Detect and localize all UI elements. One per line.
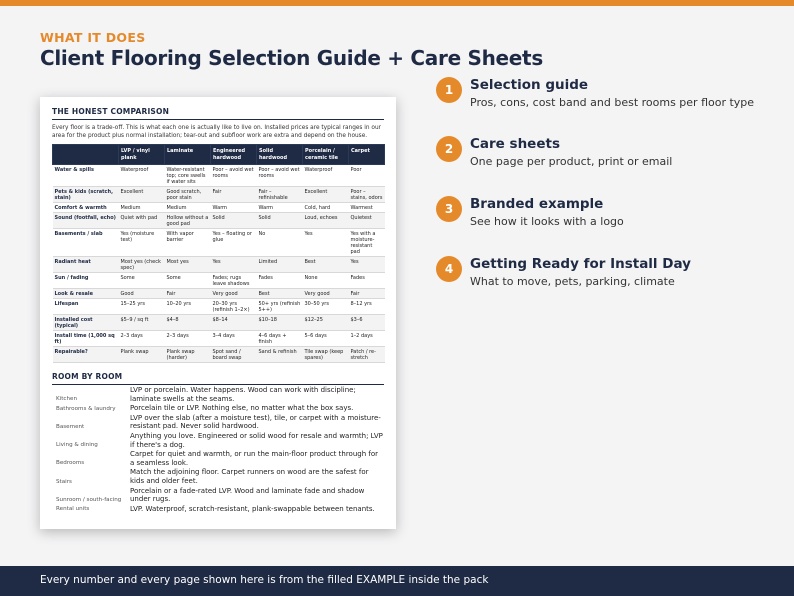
feature-description: See how it looks with a logo (470, 215, 624, 228)
document-preview (40, 97, 396, 529)
table-cell: Poor – avoid wet rooms (257, 165, 303, 187)
footer-bar (0, 566, 794, 596)
table-cell: Poor – stains, odors (349, 187, 385, 203)
table-cell: Best (303, 257, 349, 273)
table-row (53, 289, 385, 299)
room-row (52, 487, 384, 504)
room-row (52, 414, 384, 431)
table-row (53, 203, 385, 213)
feature-title: Selection guide (470, 77, 589, 93)
table-cell: Cold, hard (303, 203, 349, 213)
table-cell: Quiet with pad (119, 213, 165, 229)
table-cell: $3–6 (349, 315, 385, 331)
table-cell: Medium (165, 203, 211, 213)
room-row (52, 468, 384, 485)
room-recommendation: Porcelain or a fade-rated LVP. Wood and laminate fade and shadow under rugs. (130, 486, 365, 504)
heading-rule (52, 119, 384, 120)
table-cell: 30–50 yrs (303, 299, 349, 315)
table-cell: Some (119, 273, 165, 289)
table-cell: 8–12 yrs (349, 299, 385, 315)
room-name: Basement (56, 423, 85, 430)
column-header: Laminate (165, 145, 211, 165)
table-cell: Water-resistant top; core swells if water sits (165, 165, 211, 187)
table-cell: Warm (211, 203, 257, 213)
table-cell: Warmest (349, 203, 385, 213)
table-cell: 2–3 days (119, 331, 165, 347)
table-cell: 2–3 days (165, 331, 211, 347)
table-row (53, 331, 385, 347)
table-cell: Plank swap (harder) (165, 347, 211, 363)
column-header: LVP / vinyl plank (119, 145, 165, 165)
row-label: Pets & kids (scratch, stain) (53, 187, 119, 203)
table-row (53, 347, 385, 363)
table-cell: Yes with a moisture-resistant pad (349, 229, 385, 257)
table-cell: Spot sand / board swap (211, 347, 257, 363)
room-recommendation: Anything you love. Engineered or solid wood for resale and warmth; LVP if there's a dog. (130, 431, 383, 449)
table-cell: 4–6 days + finish (257, 331, 303, 347)
row-label: Installed cost (typical) (53, 315, 119, 331)
table-cell: Solid (211, 213, 257, 229)
table-cell: Sand & refinish (257, 347, 303, 363)
table-cell: Excellent (303, 187, 349, 203)
column-header (53, 145, 119, 165)
room-name: Rental units (56, 506, 90, 513)
table-row (53, 315, 385, 331)
table-cell: $5–9 / sq ft (119, 315, 165, 331)
table-cell: 20–30 yrs (refinish 1–2×) (211, 299, 257, 315)
table-cell: $12–25 (303, 315, 349, 331)
table-row (53, 187, 385, 203)
row-label: Sun / fading (53, 273, 119, 289)
table-cell: Good (119, 289, 165, 299)
heading-rule (52, 384, 384, 385)
table-row (53, 165, 385, 187)
table-row (53, 213, 385, 229)
table-cell: 1–2 days (349, 331, 385, 347)
table-cell: Very good (211, 289, 257, 299)
room-name: Kitchen (56, 396, 78, 403)
table-cell: Excellent (119, 187, 165, 203)
table-cell: Most yes (165, 257, 211, 273)
table-cell: Patch / re-stretch (349, 347, 385, 363)
table-cell: Fair – refinishable (257, 187, 303, 203)
table-cell: Medium (119, 203, 165, 213)
room-row (52, 450, 384, 467)
table-cell: Limited (257, 257, 303, 273)
row-label: Repairable? (53, 347, 119, 363)
room-recommendation: Match the adjoining floor. Carpet runners on wood are the safest for kids and older feet. (130, 468, 369, 485)
feature-title: Care sheets (470, 136, 560, 152)
room-row (52, 505, 384, 514)
table-cell: Waterproof (119, 165, 165, 187)
room-name: Bedrooms (56, 460, 85, 467)
number-badge: 2 (436, 136, 462, 162)
table-cell: $4–8 (165, 315, 211, 331)
number-badge: 3 (436, 196, 462, 222)
room-recommendation: LVP over the slab (after a moisture test), tile, or carpet with a moisture-resistant pad. Never solid hardwood. (130, 413, 381, 431)
row-label: Water & spills (53, 165, 119, 187)
table-cell: Poor – avoid wet rooms (211, 165, 257, 187)
table-cell: Loud, echoes (303, 213, 349, 229)
row-label: Basements / slab (53, 229, 119, 257)
row-label: Install time (1,000 sq ft) (53, 331, 119, 347)
table-cell: Best (257, 289, 303, 299)
row-label: Comfort & warmth (53, 203, 119, 213)
table-cell: 50+ yrs (refinish 5++) (257, 299, 303, 315)
table-cell: Fair (349, 289, 385, 299)
table-cell: 3–4 days (211, 331, 257, 347)
room-name: Sunroom / south-facing (56, 496, 122, 503)
table-cell: 15–25 yrs (119, 299, 165, 315)
table-cell: With vapor barrier (165, 229, 211, 257)
row-label: Look & resale (53, 289, 119, 299)
room-name: Bathrooms & laundry (56, 405, 116, 412)
table-cell: $8–14 (211, 315, 257, 331)
top-accent-bar (0, 0, 794, 6)
table-cell: Warm (257, 203, 303, 213)
room-recommendation: Porcelain tile or LVP. Nothing else, no matter what the box says. (130, 404, 354, 413)
room-row (52, 404, 384, 413)
table-cell: Yes (303, 229, 349, 257)
table-row (53, 299, 385, 315)
table-cell: Fair (165, 289, 211, 299)
comparison-intro: Every floor is a trade-off. This is what each one is actually like to live on. Installed prices are typical ranges in our area for the product plus normal installation; tear-out and subfloor work are extra and depend on the house. (52, 125, 382, 139)
footer-text: Every number and every page shown here is from the filled EXAMPLE inside the pack (40, 574, 489, 586)
room-recommendation: LVP. Waterproof, scratch-resistant, plank-swappable between tenants. (130, 504, 375, 513)
feature-title: Branded example (470, 196, 604, 212)
table-cell: No (257, 229, 303, 257)
room-name: Living & dining (56, 442, 98, 449)
table-cell: Quietest (349, 213, 385, 229)
table-cell: Most yes (check spec) (119, 257, 165, 273)
table-cell: 5–6 days (303, 331, 349, 347)
table-cell: Hollow without a good pad (165, 213, 211, 229)
room-name: Stairs (56, 478, 72, 485)
room-recommendation: Carpet for quiet and warmth, or run the main-floor product through for a seamless look. (130, 450, 379, 467)
comparison-heading: THE HONEST COMPARISON (52, 107, 170, 116)
table-cell: None (303, 273, 349, 289)
table-cell: Good scratch, poor stain (165, 187, 211, 203)
number-badge: 1 (436, 77, 462, 103)
page-title: Client Flooring Selection Guide + Care Sheets (40, 46, 543, 70)
room-row (52, 386, 384, 403)
table-cell: Fades (257, 273, 303, 289)
room-list (52, 386, 384, 513)
table-cell: Plank swap (119, 347, 165, 363)
row-label: Radiant heat (53, 257, 119, 273)
eyebrow-label: WHAT IT DOES (40, 30, 146, 45)
column-header: Carpet (349, 145, 385, 165)
feature-title: Getting Ready for Install Day (470, 256, 691, 272)
feature-description: What to move, pets, parking, climate (470, 275, 675, 288)
room-recommendation: LVP or porcelain. Water happens. Wood can work with discipline; laminate swells at the seams. (130, 386, 356, 403)
table-cell: Tile swap (keep spares) (303, 347, 349, 363)
column-header: Solid hardwood (257, 145, 303, 165)
table-cell: Poor (349, 165, 385, 187)
table-cell: Some (165, 273, 211, 289)
column-header: Porcelain / ceramic tile (303, 145, 349, 165)
row-label: Sound (footfall, echo) (53, 213, 119, 229)
feature-description: One page per product, print or email (470, 155, 673, 168)
feature-description: Pros, cons, cost band and best rooms per floor type (470, 96, 755, 109)
table-cell: 10–20 yrs (165, 299, 211, 315)
comparison-table (52, 144, 385, 363)
table-cell: Yes (349, 257, 385, 273)
room-heading: ROOM BY ROOM (52, 372, 123, 381)
column-header: Engineered hardwood (211, 145, 257, 165)
table-row (53, 257, 385, 273)
table-cell: Yes – floating or glue (211, 229, 257, 257)
number-badge: 4 (436, 256, 462, 282)
table-header-row (53, 145, 385, 165)
table-cell: $10–18 (257, 315, 303, 331)
table-body (53, 165, 385, 363)
table-cell: Yes (211, 257, 257, 273)
table-cell: Fair (211, 187, 257, 203)
room-row (52, 432, 384, 449)
table-cell: Fades; rugs leave shadows (211, 273, 257, 289)
table-cell: Solid (257, 213, 303, 229)
table-cell: Fades (349, 273, 385, 289)
table-row (53, 229, 385, 257)
table-cell: Waterproof (303, 165, 349, 187)
row-label: Lifespan (53, 299, 119, 315)
table-cell: Yes (moisture test) (119, 229, 165, 257)
table-row (53, 273, 385, 289)
table-cell: Very good (303, 289, 349, 299)
